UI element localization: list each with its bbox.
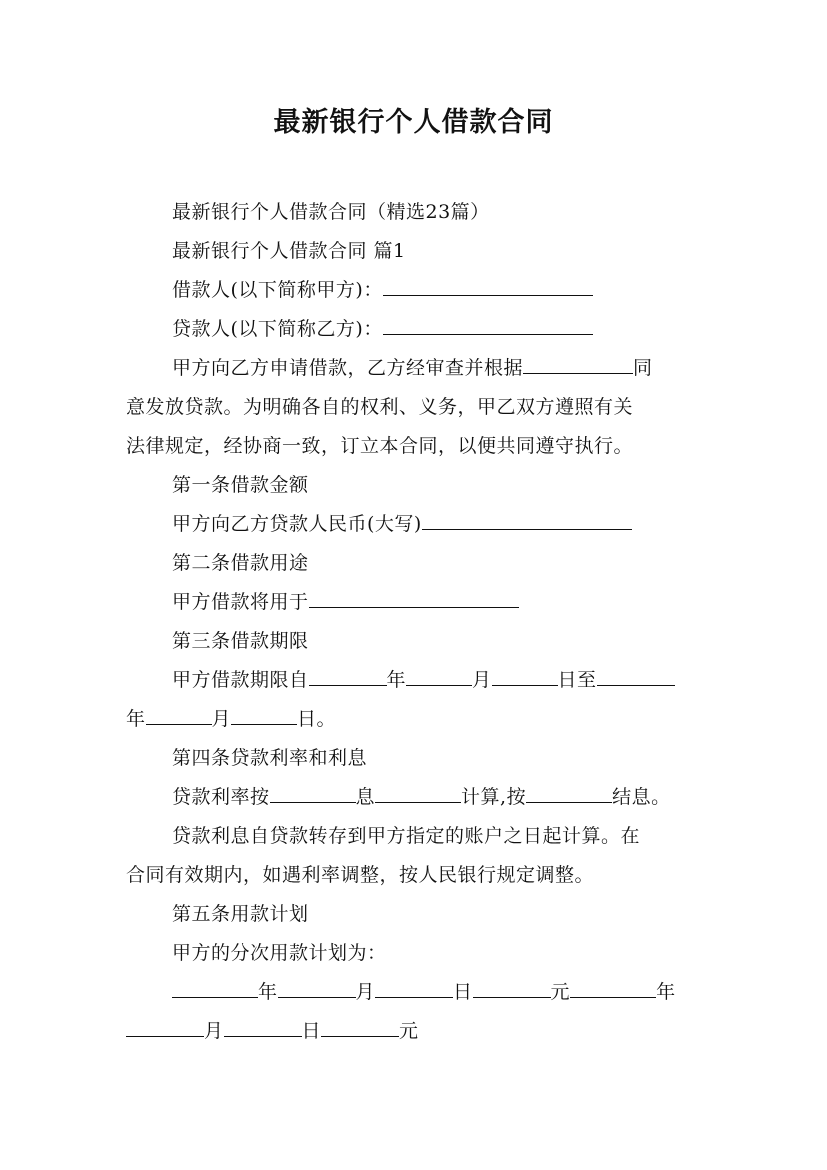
line-text: 年 [656,981,676,1003]
line-text: 月 [204,1020,224,1042]
text-line-clause4-title [126,739,706,778]
line-text: 最新银行个人借款合同 篇1 [172,240,406,262]
line-text: 第四条贷款利率和利息 [172,747,368,769]
text-line-clause3-title [126,622,706,661]
fill-in-blank [526,778,612,803]
text-line-clause5-title [126,895,706,934]
text-line-clause2-title [126,544,706,583]
fill-in-blank [406,661,472,686]
fill-in-blank [309,661,387,686]
text-line-clause2-text [126,583,706,622]
line-text: 结息。 [612,786,671,808]
fill-in-blank [270,778,356,803]
fill-in-blank [278,973,356,998]
fill-in-blank [383,310,593,335]
fill-in-blank [422,505,632,530]
fill-in-blank [570,973,656,998]
line-text: 贷款利息自贷款转存到甲方指定的账户之日起计算。在 [172,825,641,847]
line-text: 日。 [297,708,337,730]
line-text: 第五条用款计划 [172,903,309,925]
text-line-clause1-text [126,505,706,544]
line-text: 月 [355,981,376,1003]
text-line-clause4-l1 [126,778,706,817]
fill-in-blank [492,661,558,686]
line-text: 第二条借款用途 [172,552,309,574]
text-line-intro-title [126,193,706,232]
text-line-clause3-l1 [126,661,706,700]
line-text: 同 [633,357,653,379]
line-text: 甲方向乙方贷款人民币(大写) [172,513,422,535]
fill-in-blank [172,973,258,998]
text-line-clause1-title [126,466,706,505]
fill-in-blank [321,1012,399,1037]
line-text: 贷款利率按 [172,786,270,808]
line-text: 元 [550,981,571,1003]
line-text: 日 [453,981,473,1003]
line-text: 息 [355,786,376,808]
line-text: 合同有效期内，如遇利率调整，按人民银行规定调整。 [126,864,595,886]
text-line-clause5-l2 [126,973,706,1012]
fill-in-blank [597,661,675,686]
line-text: 意发放贷款。为明确各自的权利、义务，甲乙双方遵照有关 [126,396,634,418]
text-line-clause3-l2 [126,700,706,739]
text-line-para1-l1 [126,349,706,388]
fill-in-blank [224,1012,302,1037]
text-line-para1-l2 [126,388,706,427]
fill-in-blank [146,700,212,725]
text-line-clause5-l1 [126,934,706,973]
fill-in-blank [375,973,453,998]
line-text: 年 [258,981,278,1003]
line-text: 日 [301,1020,322,1042]
document-title: 最新银行个人借款合同 [273,107,554,138]
line-text: 计算,按 [461,786,527,808]
fill-in-blank [309,583,519,608]
line-text: 年 [126,708,146,730]
line-text: 最新银行个人借款合同（精选23篇） [172,201,490,223]
line-text: 甲方借款期限自 [172,669,309,691]
fill-in-blank [473,973,551,998]
text-line-clause4-l3 [126,856,706,895]
fill-in-blank [383,271,593,296]
line-text: 月 [211,708,232,730]
line-text: 贷款人(以下简称乙方)： [172,318,383,340]
fill-in-blank [375,778,461,803]
text-line-lender [126,310,706,349]
line-text: 第三条借款期限 [172,630,309,652]
text-line-clause4-l2 [126,817,706,856]
line-text: 年 [386,669,407,691]
line-text: 元 [399,1020,419,1042]
text-line-para1-l3 [126,427,706,466]
fill-in-blank [523,349,633,374]
fill-in-blank [126,1012,204,1037]
line-text: 法律规定，经协商一致，订立本合同，以便共同遵守执行。 [126,435,634,457]
line-text: 甲方的分次用款计划为： [172,942,387,964]
document-body [126,193,706,1051]
text-line-article-heading [126,232,706,271]
line-text: 日至 [557,669,597,691]
line-text: 月 [472,669,492,691]
line-text: 甲方向乙方申请借款，乙方经审查并根据 [172,357,524,379]
line-text: 甲方借款将用于 [172,591,309,613]
line-text: 第一条借款金额 [172,474,309,496]
text-line-borrower [126,271,706,310]
fill-in-blank [231,700,297,725]
text-line-clause5-l3 [126,1012,706,1051]
line-text: 借款人(以下简称甲方)： [172,279,383,301]
